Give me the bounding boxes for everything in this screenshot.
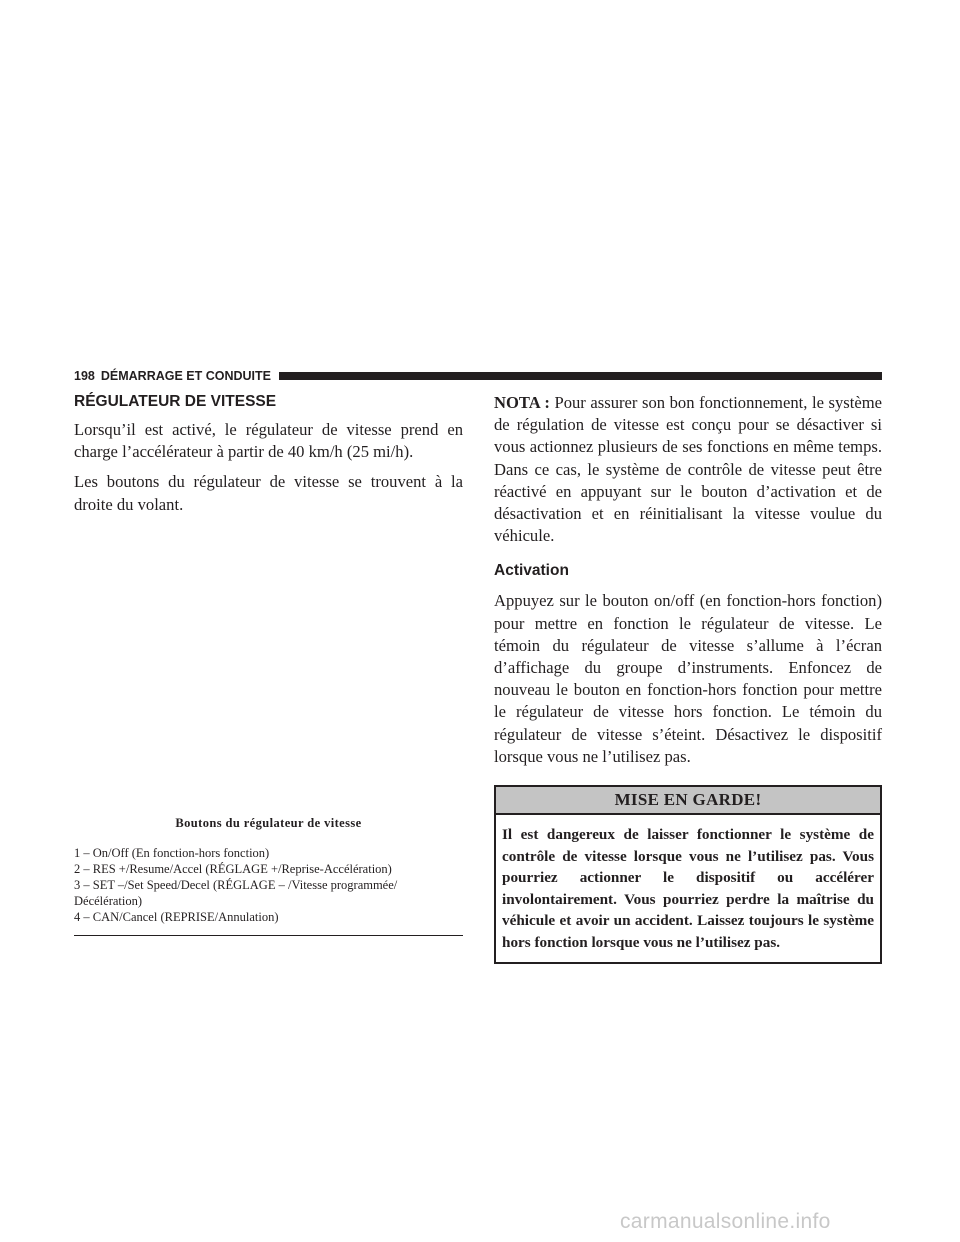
page-number: 198 <box>74 369 95 383</box>
section-heading: RÉGULATEUR DE VITESSE <box>74 393 277 410</box>
nota-paragraph <box>494 392 882 547</box>
figure-legend <box>74 845 463 925</box>
legend-item: 4 – CAN/Cancel (REPRISE/Annulation) <box>74 909 279 924</box>
legend-rule <box>74 935 463 936</box>
buttons-location-paragraph: Les boutons du régulateur de vitesse se trouvent à la droite du volant. <box>74 472 463 514</box>
right-column <box>494 392 882 964</box>
figure-caption: Boutons du régulateur de vitesse <box>175 815 362 830</box>
watermark: carmanualsonline.info <box>620 1210 831 1233</box>
nota-label: NOTA : <box>494 393 550 412</box>
intro-paragraph: Lorsqu’il est activé, le régulateur de vitesse prend en charge l’accélérateur à partir de 40 km/h (25 mi/h). <box>74 420 463 462</box>
warning-box <box>494 785 882 964</box>
figure-area <box>74 516 463 816</box>
section-title: DÉMARRAGE ET CONDUITE <box>100 369 272 383</box>
legend-item: 1 – On/Off (En fonction-hors fonction) <box>74 845 270 860</box>
left-column <box>74 392 463 936</box>
nota-text: Pour assurer son bon fonctionnement, le système de régulation de vitesse est conçu pour se désactiver si vous actionnez plusieurs de ses fonctions en même temps. Dans ce cas, le système de contrôle de vitesse peut être réactivé en appuyant sur le bouton d’activation et de désactivation et en réinitialisant la vitesse voulue du véhicule. <box>494 393 882 546</box>
activation-heading: Activation <box>494 562 569 580</box>
legend-item: 2 – RES +/Resume/Accel (RÉGLAGE +/Reprise-Accélération) <box>74 861 392 876</box>
header-rule <box>279 372 882 380</box>
page-header <box>74 368 882 384</box>
legend-item: 3 – SET –/Set Speed/Decel (RÉGLAGE – /Vitesse programmée/ Décélération) <box>74 877 398 908</box>
activation-paragraph: Appuyez sur le bouton on/off (en fonction-hors fonction) pour mettre en fonction le régulateur de vitesse. Le témoin du régulateur de vitesse s’allume à l’écran d’affichage du groupe d’instruments. Enfoncez de nouveau le bouton en fonction-hors fonction pour mettre le régulateur de vitesse hors fonction. Le témoin du régulateur de vitesse s’éteint. Désactivez le dispositif lorsque vous ne l’utilisez pas. <box>494 591 882 766</box>
warning-title: MISE EN GARDE! <box>496 787 880 815</box>
warning-text: Il est dangereux de laisser fonctionner le système de contrôle de vitesse lorsque vous ne l’utilisez pas. Vous pourriez actionner le dispositif ou accélérer involontairement. Vous pourriez perdre la maîtrise du véhicule et avoir un accident. Laissez toujours le système hors fonction lorsque vous ne l’utilisez pas. <box>502 826 874 952</box>
